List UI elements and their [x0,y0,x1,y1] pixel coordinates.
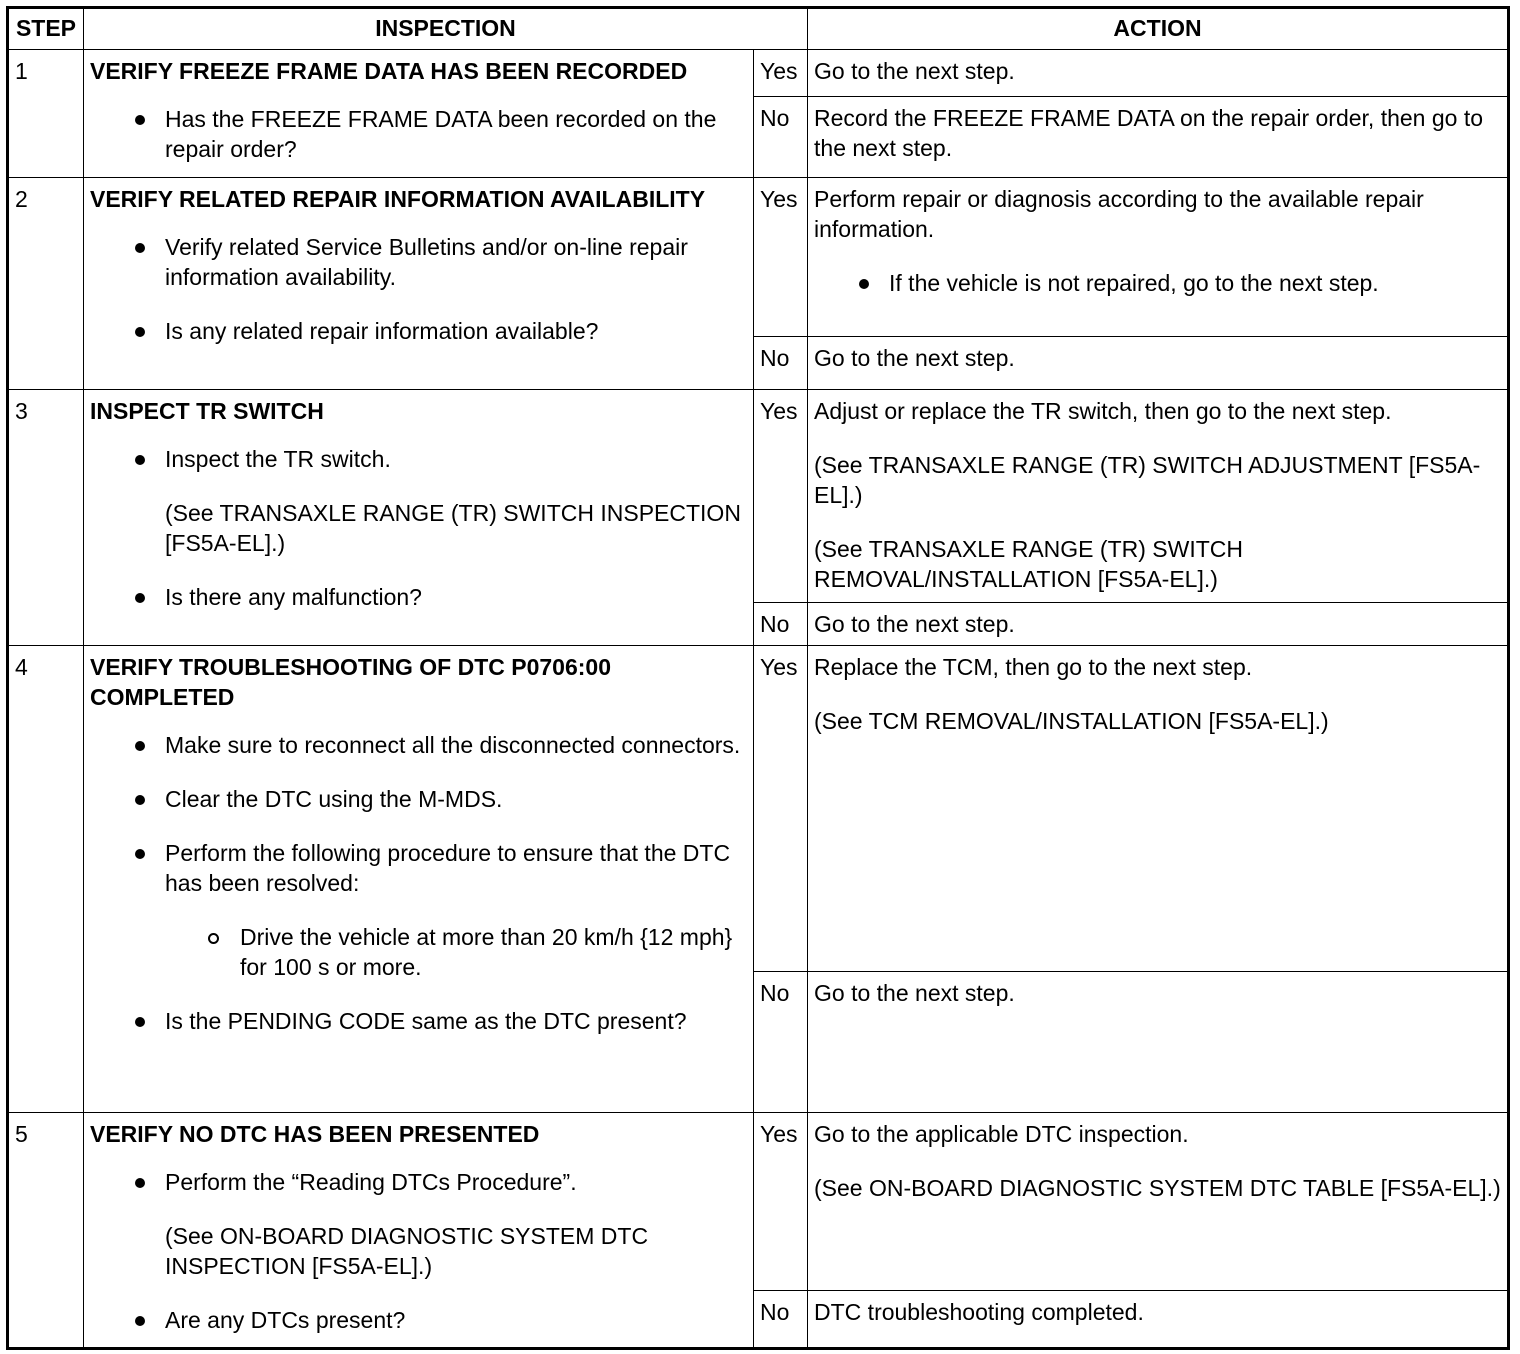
step-1-inspection [84,50,754,178]
step-4-yes-label: Yes [754,646,808,972]
step-4-no-action: Go to the next step. [808,972,1509,1113]
step-4-inspection [84,646,754,1113]
step-5-bullet-1: Perform the “Reading DTCs Procedure”. [90,1167,747,1197]
step-4-bullet-1: Make sure to reconnect all the disconnected connectors. [90,730,747,760]
step-2-number: 2 [8,178,84,390]
step-3-see-1: (See TRANSAXLE RANGE (TR) SWITCH INSPECTION [FS5A-EL].) [165,500,741,556]
step-5-bullet-2: Are any DTCs present? [90,1305,747,1335]
header-step: STEP [8,8,84,50]
step-3-yes-cell [808,390,1509,603]
step-5-see-1: (See ON-BOARD DIAGNOSTIC SYSTEM DTC INSPECTION [FS5A-EL].) [165,1223,649,1279]
step-5-yes-row [8,1113,1509,1291]
step-4-title: VERIFY TROUBLESHOOTING OF DTC P0706:00 COMPLETED [90,654,612,710]
step-5-inspection [84,1113,754,1349]
step-2-bullet-2: Is any related repair information available? [90,316,747,346]
step-5-yes-cell [808,1113,1509,1291]
step-2-bullet-1: Verify related Service Bulletins and/or on-line repair information availability. [90,232,747,292]
step-2-yes-action: Perform repair or diagnosis according to the available repair information. [814,186,1424,242]
step-2-inspection [84,178,754,390]
step-2-no-label: No [754,337,808,390]
step-1-no-action: Record the FREEZE FRAME DATA on the repair order, then go to the next step. [808,97,1509,178]
step-2-yes-cell [808,178,1509,337]
step-3-title: INSPECT TR SWITCH [90,398,324,424]
step-5-yes-action: Go to the applicable DTC inspection. [814,1121,1189,1147]
step-3-no-action: Go to the next step. [808,603,1509,646]
header-row [8,8,1509,50]
step-3-bullet-2: Is there any malfunction? [90,582,747,612]
step-3-yes-see-1: (See TRANSAXLE RANGE (TR) SWITCH ADJUSTMENT [FS5A-EL].) [814,452,1481,508]
step-3-yes-label: Yes [754,390,808,603]
step-2-yes-bullet: If the vehicle is not repaired, go to the next step. [814,268,1501,298]
step-3-number: 3 [8,390,84,646]
step-4-yes-action: Replace the TCM, then go to the next step. [814,654,1253,680]
step-4-no-label: No [754,972,808,1113]
header-inspection: INSPECTION [84,8,808,50]
step-1-no-label: No [754,97,808,178]
step-4-yes-cell [808,646,1509,972]
step-4-bullet-4: Is the PENDING CODE same as the DTC present? [90,1006,747,1036]
step-5-yes-see-1: (See ON-BOARD DIAGNOSTIC SYSTEM DTC TABLE [FS5A-EL].) [814,1175,1501,1201]
step-3-no-label: No [754,603,808,646]
step-2-yes-row [8,178,1509,337]
step-5-no-label: No [754,1291,808,1349]
header-action: ACTION [808,8,1509,50]
step-3-yes-row [8,390,1509,603]
step-4-yes-see-1: (See TCM REMOVAL/INSTALLATION [FS5A-EL].) [814,708,1329,734]
step-3-yes-see-2: (See TRANSAXLE RANGE (TR) SWITCH REMOVAL/INSTALLATION [FS5A-EL].) [814,536,1243,592]
step-4-bullet-3: Perform the following procedure to ensure that the DTC has been resolved: [90,838,747,898]
step-4-yes-row [8,646,1509,972]
step-3-bullet-1: Inspect the TR switch. [90,444,747,474]
step-5-number: 5 [8,1113,84,1349]
step-2-yes-label: Yes [754,178,808,337]
step-5-yes-label: Yes [754,1113,808,1291]
step-4-sub-bullet-1: Drive the vehicle at more than 20 km/h {12 mph} for 100 s or more. [90,922,747,982]
step-1-title: VERIFY FREEZE FRAME DATA HAS BEEN RECORDED [90,58,688,84]
step-1-number: 1 [8,50,84,178]
step-4-bullet-2: Clear the DTC using the M-MDS. [90,784,747,814]
step-5-no-action: DTC troubleshooting completed. [808,1291,1509,1349]
step-1-yes-action: Go to the next step. [808,50,1509,97]
step-1-bullet-1: Has the FREEZE FRAME DATA been recorded on the repair order? [90,104,747,164]
step-3-yes-action: Adjust or replace the TR switch, then go to the next step. [814,398,1392,424]
diagnostic-procedure-table [6,6,1510,1350]
step-2-no-action: Go to the next step. [808,337,1509,390]
step-1-yes-label: Yes [754,50,808,97]
step-3-inspection [84,390,754,646]
step-2-title: VERIFY RELATED REPAIR INFORMATION AVAILABILITY [90,186,706,212]
step-4-number: 4 [8,646,84,1113]
step-1-yes-row [8,50,1509,97]
step-5-title: VERIFY NO DTC HAS BEEN PRESENTED [90,1121,540,1147]
